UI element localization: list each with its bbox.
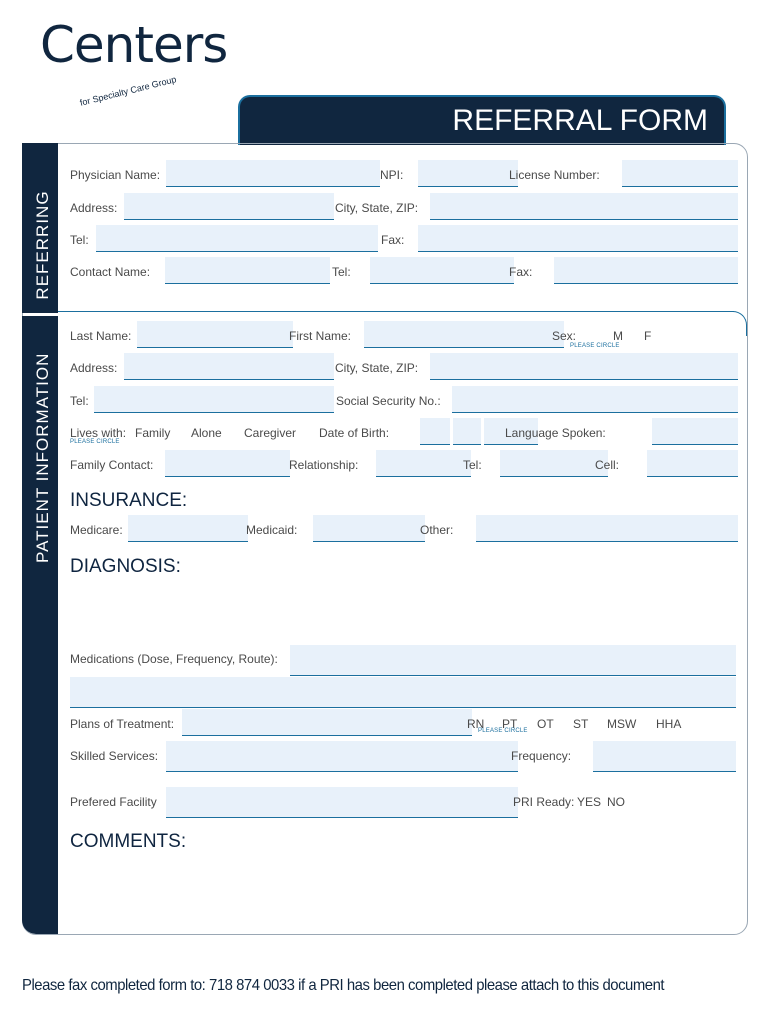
- preferred-facility-field[interactable]: [166, 787, 518, 818]
- pri-no-option[interactable]: NO: [607, 795, 625, 809]
- pri-ready-label: PRI Ready:: [513, 795, 575, 809]
- medications-field[interactable]: [290, 645, 736, 676]
- plan-rn-option[interactable]: RN: [467, 717, 485, 731]
- comments-area[interactable]: [70, 860, 738, 926]
- lives-please-circle: PLEASE CIRCLE: [70, 439, 120, 445]
- section-divider: [58, 311, 734, 312]
- relationship-label: Relationship:: [289, 458, 359, 472]
- sex-m-option[interactable]: M: [613, 329, 623, 343]
- logo-brand: Centers: [40, 16, 228, 74]
- ref-tel-field[interactable]: [96, 225, 378, 252]
- medications-field-2[interactable]: [70, 677, 736, 708]
- plans-field[interactable]: [182, 709, 472, 736]
- skilled-services-field[interactable]: [166, 741, 518, 772]
- ref-city-field[interactable]: [430, 193, 738, 220]
- language-label: Language Spoken:: [505, 426, 606, 440]
- plans-please-circle: PLEASE CIRCLE: [478, 728, 528, 734]
- patient-section-label: PATIENT INFORMATION: [33, 352, 52, 563]
- ref-fax-label: Fax:: [381, 233, 405, 247]
- skilled-services-label: Skilled Services:: [70, 749, 159, 763]
- cell-label: Cell:: [595, 458, 620, 472]
- license-number-label: License Number:: [509, 168, 600, 182]
- lives-caregiver-option[interactable]: Caregiver: [244, 426, 297, 440]
- lives-with-label: Lives with:: [70, 426, 127, 440]
- first-name-label: First Name:: [289, 329, 352, 343]
- diagnosis-heading: DIAGNOSIS:: [70, 556, 181, 577]
- medicaid-label: Medicaid:: [246, 523, 298, 537]
- npi-label: NPI:: [380, 168, 404, 182]
- medications-label: Medications (Dose, Frequency, Route):: [70, 652, 278, 666]
- frequency-field[interactable]: [593, 741, 736, 772]
- pat-address-label: Address:: [70, 361, 118, 375]
- other-label: Other:: [420, 523, 454, 537]
- pat-city-field[interactable]: [430, 353, 738, 380]
- plans-label: Plans of Treatment:: [70, 717, 175, 731]
- medicaid-field[interactable]: [313, 515, 425, 542]
- ref-fax-field[interactable]: [418, 225, 738, 252]
- comments-heading: COMMENTS:: [70, 831, 187, 852]
- pat-tel-label: Tel:: [70, 394, 89, 408]
- pat-address-field[interactable]: [124, 353, 334, 380]
- logo-tagline: for Specialty Care Group: [78, 74, 178, 108]
- ref-address-field[interactable]: [124, 193, 334, 220]
- ssn-field[interactable]: [452, 386, 738, 413]
- ref-tel-label: Tel:: [70, 233, 89, 247]
- license-number-field[interactable]: [622, 160, 738, 187]
- sex-please-circle: PLEASE CIRCLE: [570, 343, 620, 349]
- contact-fax-field[interactable]: [554, 257, 738, 284]
- pat-tel-field[interactable]: [94, 386, 334, 413]
- plan-msw-option[interactable]: MSW: [607, 717, 637, 731]
- contact-fax-label: Fax:: [509, 265, 533, 279]
- ref-city-label: City, State, ZIP:: [335, 201, 419, 215]
- last-name-label: Last Name:: [70, 329, 132, 343]
- sex-label: Sex:: [552, 329, 577, 343]
- contact-name-label: Contact Name:: [70, 265, 151, 279]
- medicare-field[interactable]: [128, 515, 248, 542]
- diagnosis-area[interactable]: [70, 584, 738, 640]
- last-name-field[interactable]: [137, 321, 293, 348]
- family-contact-label: Family Contact:: [70, 458, 154, 472]
- referring-section-label: REFERRING: [33, 190, 52, 300]
- other-field[interactable]: [476, 515, 738, 542]
- plan-hha-option[interactable]: HHA: [656, 717, 682, 731]
- sex-f-option[interactable]: F: [644, 329, 652, 343]
- dob-day-field[interactable]: [453, 418, 481, 445]
- physician-name-field[interactable]: [166, 160, 380, 187]
- plan-st-option[interactable]: ST: [573, 717, 589, 731]
- pat-city-label: City, State, ZIP:: [335, 361, 419, 375]
- first-name-field[interactable]: [364, 321, 564, 348]
- footer-note: Please fax completed form to: 718 874 0033 if a PRI has been completed please attach to this document: [22, 977, 665, 994]
- npi-field[interactable]: [418, 160, 518, 187]
- lives-family-option[interactable]: Family: [135, 426, 171, 440]
- dob-label: Date of Birth:: [319, 426, 390, 440]
- medicare-label: Medicare:: [70, 523, 123, 537]
- physician-name-label: Physician Name:: [70, 168, 161, 182]
- ref-address-label: Address:: [70, 201, 118, 215]
- relationship-field[interactable]: [376, 450, 471, 477]
- plan-ot-option[interactable]: OT: [537, 717, 554, 731]
- cell-field[interactable]: [647, 450, 738, 477]
- preferred-facility-label: Prefered Facility: [70, 795, 157, 809]
- pri-yes-option[interactable]: YES: [577, 795, 602, 809]
- fc-tel-field[interactable]: [500, 450, 608, 477]
- contact-name-field[interactable]: [165, 257, 330, 284]
- language-field[interactable]: [652, 418, 738, 445]
- fc-tel-label: Tel:: [463, 458, 482, 472]
- frequency-label: Frequency:: [511, 749, 572, 763]
- contact-tel-label: Tel:: [332, 265, 351, 279]
- form-title: REFERRAL FORM: [452, 104, 708, 137]
- family-contact-field[interactable]: [165, 450, 290, 477]
- lives-alone-option[interactable]: Alone: [191, 426, 222, 440]
- insurance-heading: INSURANCE:: [70, 490, 188, 511]
- plan-pt-option[interactable]: PT: [502, 717, 518, 731]
- ssn-label: Social Security No.:: [336, 394, 441, 408]
- dob-month-field[interactable]: [420, 418, 450, 445]
- section-divider-curve: [722, 311, 747, 336]
- contact-tel-field[interactable]: [370, 257, 514, 284]
- logo: [36, 14, 236, 134]
